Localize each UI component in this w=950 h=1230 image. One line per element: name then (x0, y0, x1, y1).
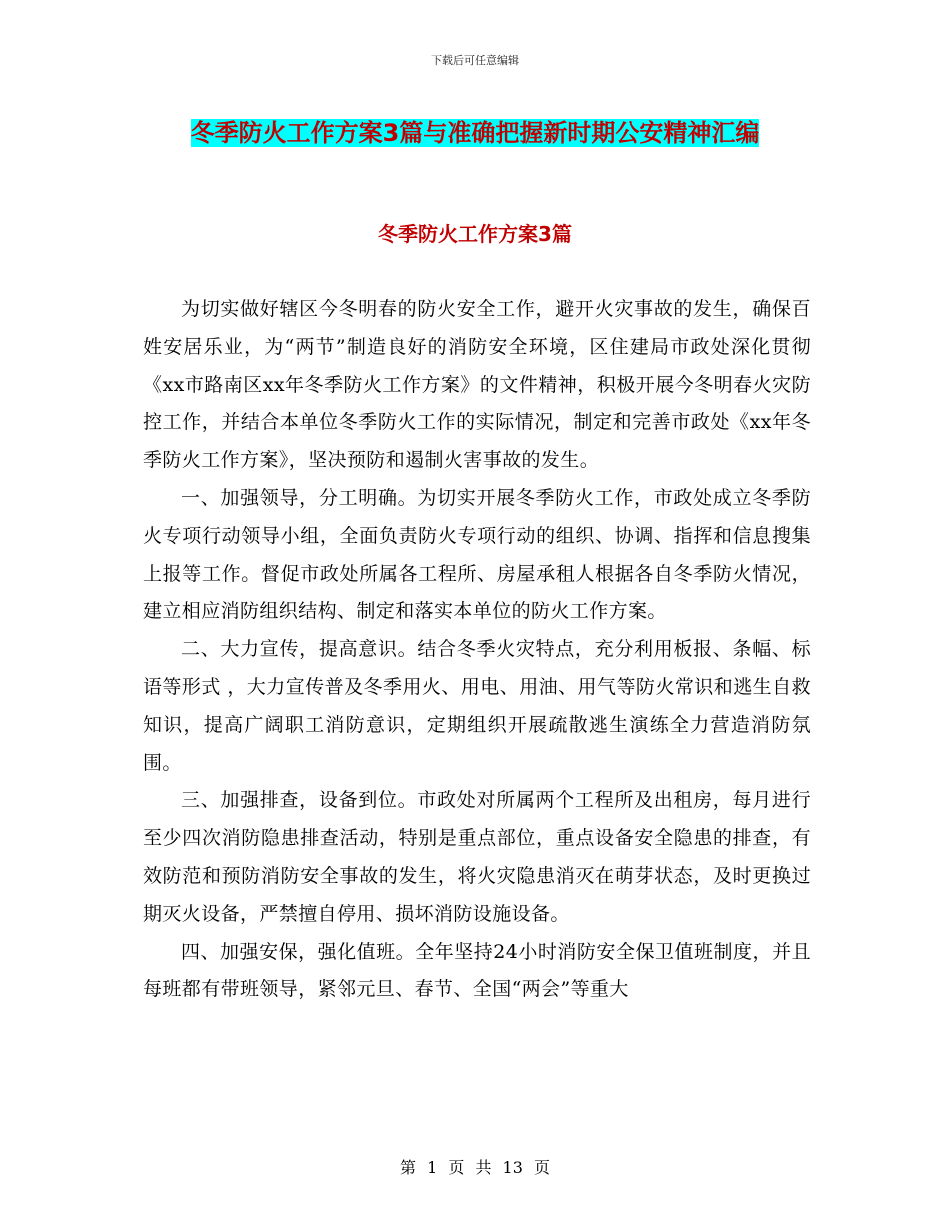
page-header-note: 下载后可任意编辑 (431, 54, 519, 67)
document-body (143, 291, 811, 1009)
paragraph-leadership: 一、加强领导，分工明确。为切实开展冬季防火工作，市政处成立冬季防火专项行动领导小组，全面负责防火专项行动的组织、协调、指挥和信息搜集上报等工作。督促市政处所属各工程所、房屋承租人根据各自冬季防火情况，建立相应消防组织结构、制定和落实本单位的防火工作方案。 (143, 486, 811, 623)
paragraph-publicity: 二、大力宣传，提高意识。结合冬季火灾特点，充分利用板报、条幅、标语等形式 ，大力宣传普及冬季用火、用电、用油、用气等防火常识和逃生自救知识，提高广阔职工消防意识，定期组织开展疏散逃生演练全力营造消防氛围。 (143, 638, 811, 774)
page-number-footer: 第 1 页 共 13 页 (400, 1158, 550, 1177)
paragraph-security: 四、加强安保，强化值班。全年坚持24小时消防安全保卫值班制度，并且每班都有带班领导，紧邻元旦、春节、全国“两会”等重大 (143, 940, 811, 1001)
section-subtitle: 冬季防火工作方案3篇 (378, 222, 572, 246)
document-title-text: 冬季防火工作方案3篇与准确把握新时期公安精神汇编 (190, 119, 760, 147)
paragraph-intro: 为切实做好辖区今冬明春的防火安全工作，避开火灾事故的发生，确保百姓安居乐业，为“两节”制造良好的消防安全环境，区住建局市政处深化贯彻《xx市路南区xx年冬季防火工作方案》的文件精神，积极开展今冬明春火灾防控工作，并结合本单位冬季防火工作的实际情况，制定和完善市政处《xx年冬季防火工作方案》，坚决预防和遏制火害事故的发生。 (143, 298, 811, 472)
paragraph-inspection: 三、加强排查，设备到位。市政处对所属两个工程所及出租房，每月进行至少四次消防隐患排查活动，特别是重点部位，重点设备安全隐患的排查，有效防范和预防消防安全事故的发生，将火灾隐患消灭在萌芽状态，及时更换过期灭火设备，严禁擅自停用、损坏消防设施设备。 (143, 789, 811, 925)
document-title (140, 110, 810, 156)
